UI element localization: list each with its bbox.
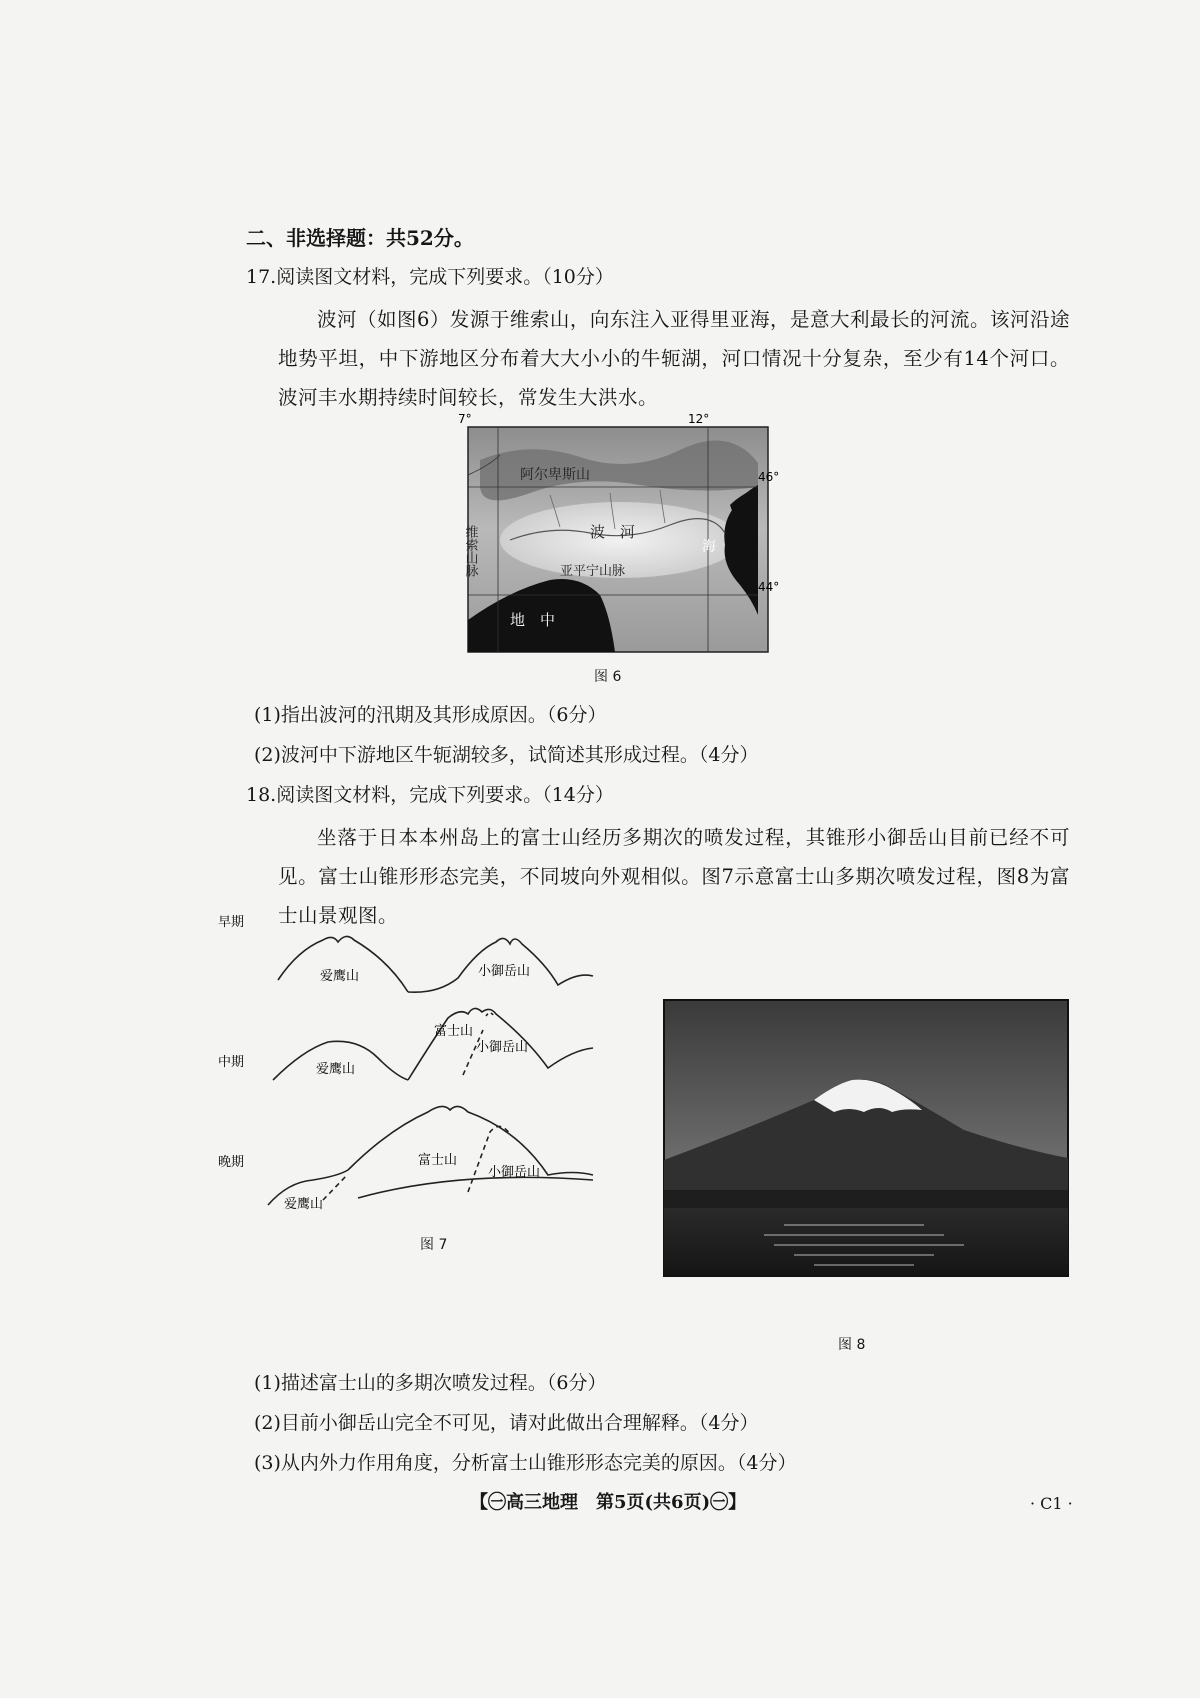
section-title: 二、非选择题：共52分。 [246,226,474,250]
fuji-eruption-diagram [218,915,608,1230]
late-ashitaka: 爱鹰山 [284,1197,324,1212]
po-river-map [440,412,780,655]
mid-fuji: 富士山 [434,1024,474,1039]
map-lat-top: 46° [758,470,780,484]
label-alps: 阿尔卑斯山 [520,467,590,483]
label-viso: 维索山脉 [462,525,478,577]
mid-komitake: 小御岳山 [476,1040,529,1055]
q17-heading: 17.阅读图文材料，完成下列要求。（10分） [246,266,614,288]
q17-passage: 波河（如图6）发源于维索山，向东注入亚得里亚海，是意大利最长的河流。该河沿途地势平坦，中下游地区分布着大大小小的牛轭湖，河口情况十分复杂，至少有14个河口。波河丰水期持续时间较长，常发生大洪水。 [278,308,1070,409]
q17-question-2: (2)波河中下游地区牛轭湖较多，试简述其形成过程。（4分） [254,744,759,766]
label-med: 地 中 [510,611,556,629]
early-komitake: 小御岳山 [478,964,531,979]
map-lon-left: 7° [458,412,472,426]
label-sea: 海 [702,539,716,555]
fig7-caption: 图 7 [420,1237,448,1253]
q18-question-2: (2)目前小御岳山完全不可见，请对此做出合理解释。（4分） [254,1412,759,1434]
stage-late: 晚期 [218,1155,245,1170]
late-komitake: 小御岳山 [488,1165,541,1180]
q18-question-1: (1)描述富士山的多期次喷发过程。（6分） [254,1372,607,1394]
stage-early: 早期 [218,915,245,930]
q18-heading: 18.阅读图文材料，完成下列要求。（14分） [246,784,614,806]
mid-ashitaka: 爱鹰山 [316,1062,356,1077]
fig8-caption: 图 8 [838,1337,866,1353]
map-lat-bottom: 44° [758,580,780,594]
fig6-caption: 图 6 [594,669,622,685]
stage-mid: 中期 [218,1055,245,1070]
fuji-landscape-photo [664,1000,1068,1276]
early-ashitaka: 爱鹰山 [320,969,360,984]
footer-page-info: 【㊀高三地理 第5页(共6页)㊀】 [470,1492,747,1513]
q17-question-1: (1)指出波河的汛期及其形成原因。（6分） [254,704,607,726]
map-lon-right: 12° [688,412,710,426]
q18-question-3: (3)从内外力作用角度，分析富士山锥形形态完美的原因。（4分） [254,1452,797,1474]
label-po: 波 河 [590,523,636,541]
footer-code: · C1 · [1030,1494,1073,1513]
q18-passage: 坐落于日本本州岛上的富士山经历多期次的喷发过程，其锥形小御岳山目前已经不可见。富士山锥形形态完美，不同坡向外观相似。图7示意富士山多期次喷发过程，图8为富士山景观图。 [278,826,1070,927]
late-fuji: 富士山 [418,1153,458,1168]
label-apennines: 亚平宁山脉 [560,564,626,579]
